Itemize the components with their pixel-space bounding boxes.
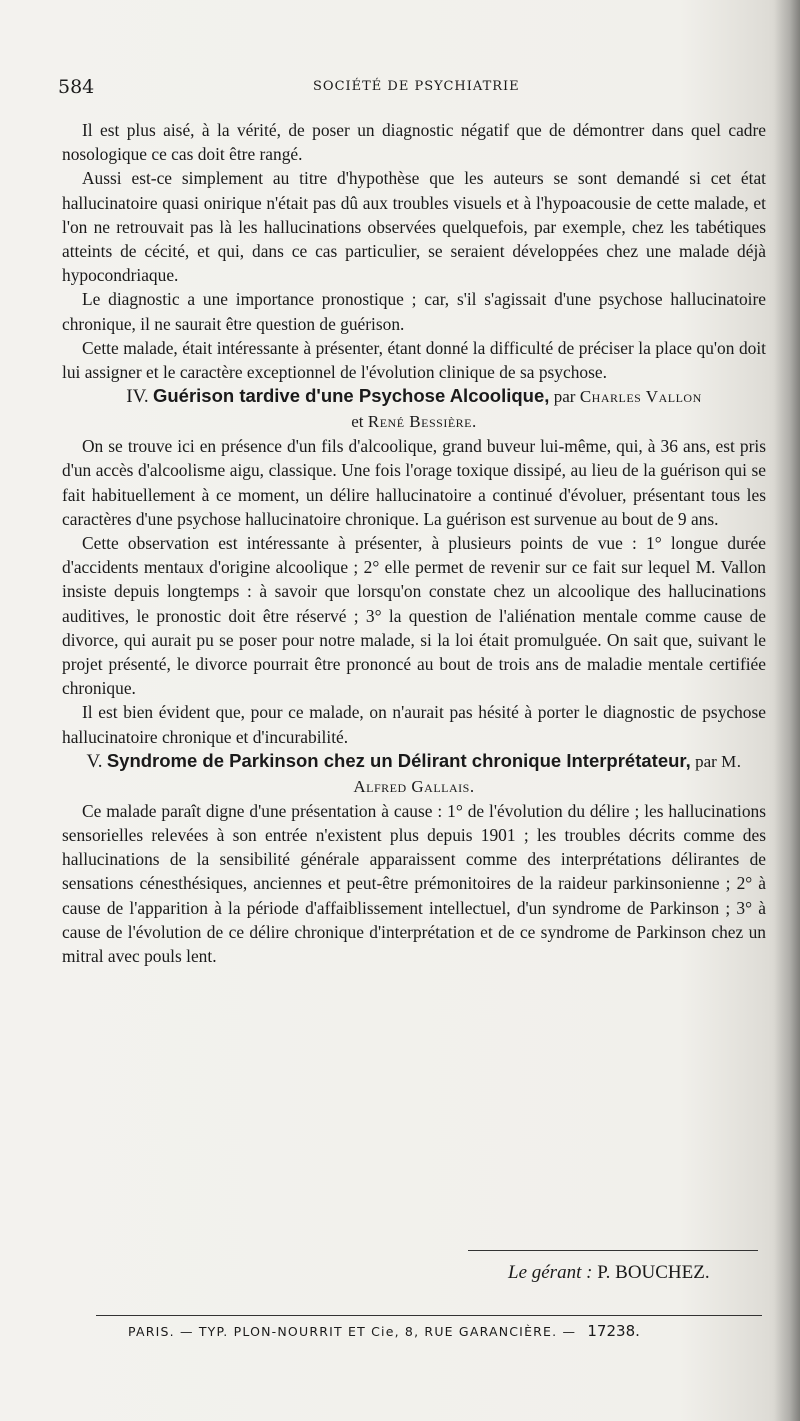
- printer-imprint: [128, 1322, 640, 1340]
- signature: [508, 1262, 710, 1284]
- section-iv-author-1: Charles Vallon: [579, 387, 702, 407]
- book-gutter-shadow: [774, 0, 800, 1421]
- running-head: [58, 76, 758, 98]
- section-v-by: par: [695, 751, 717, 771]
- section-v-paragraph: Ce malade paraît digne d'une présentation à cause : 1° de l'évolution du délire ; les hallucinations sensorielles relevées à son entrée n'existent plus depuis 1901 ; les troubles décrits comme des hallucinations de la sensibilité générale apparaissent comme des interprétations délirantes de sensations cénesthésiques, anciennes et peut-être prémonitoires de la raideur parkinsonienne ; 2° à cause de l'apparition à la période d'affaiblissement intellectuel, d'un syndrome de Parkinson ; 3° à cause de l'évolution de ce délire chronique d'interprétation et de ce syndrome de Parkinson chez un mitral avec pouls lent.: [62, 800, 766, 967]
- section-iv-author-2: René Bessière.: [367, 412, 477, 432]
- signature-name: P. BOUCHEZ.: [597, 1262, 710, 1283]
- intro-paragraph: Il est plus aisé, à la vérité, de poser un diagnostic négatif que de démontrer dans quel cadre nosologique ce cas doit être rangé.: [62, 120, 766, 165]
- signature-rule-bottom: [96, 1315, 762, 1316]
- printer-number: 17238.: [587, 1322, 640, 1340]
- section-iv-paragraph: Cette observation est intéressante à présenter, à plusieurs points de vue : 1° longue durée d'accidents mentaux d'origine alcoolique ; 2° elle permet de revenir sur ce fait sur lequel M. Vallon insiste depuis longtemps : à savoir que lorsqu'on constate chez un alcoolique des hallucinations auditives, le pronostic doit être réservé ; 3° la question de l'aliénation mentale comme cause de divorce, qui aurait pu se poser pour notre malade, si la loi était promulguée. On sait que, suivant le projet présenté, le divorce pourrait être prononcé au bout de trois ans de maladie mentale certifiée chronique.: [62, 533, 766, 699]
- section-v-title: Syndrome de Parkinson chez un Délirant chronique Interprétateur,: [106, 749, 691, 771]
- intro-paragraph: Cette malade, était intéressante à présenter, étant donné la difficulté de préciser la place qu'on doit lui assigner et le caractère exceptionnel de l'évolution clinique de sa psychose.: [62, 337, 766, 383]
- intro-paragraph: Le diagnostic a une importance pronostique ; car, s'il s'agissait d'une psychose hallucinatoire chronique, il ne saurait être question de guérison.: [62, 289, 766, 334]
- journal-title: SOCIÉTÉ DE PSYCHIATRIE: [313, 79, 520, 94]
- page-number: 584: [58, 76, 95, 98]
- section-iv-paragraph: On se trouve ici en présence d'un fils d'alcoolique, grand buveur lui-même, qui, à 36 ans, est pris d'un accès d'alcoolisme aigu, classique. Une fois l'orage toxique dissipé, au lieu de la guérison qui se fait habituellement à ce moment, un délire hallucinatoire a continué d'évoluer, présentant tous les caractères d'une psychose hallucinatoire chronique. La guérison est survenue au bout de 9 ans.: [62, 436, 766, 529]
- section-v-author: M. Alfred Gallais.: [353, 751, 742, 796]
- section-iv-and: et: [351, 412, 364, 432]
- section-v-numeral: V.: [86, 750, 103, 772]
- page-body: [62, 118, 766, 968]
- signature-rule-top: [468, 1250, 758, 1251]
- intro-paragraph: Aussi est-ce simplement au titre d'hypothèse que les auteurs se sont demandé si cet état hallucinatoire quasi onirique n'était pas dû aux troubles visuels et à l'hypoacousie de cette malade, et l'on ne retrouvait pas là les hallucinations observées quelquefois, par exemple, chez les tabétiques atteints de cécité, et qui, dans ce cas particulier, se seraient développées chez une malade déjà hypocondriaque.: [62, 168, 766, 286]
- section-iv-heading: [62, 384, 766, 434]
- signature-label: Le gérant :: [508, 1262, 593, 1283]
- section-v-heading: [62, 749, 766, 799]
- section-iv-numeral: IV.: [126, 386, 149, 408]
- section-iv-title: Guérison tardive d'une Psychose Alcoolique,: [152, 385, 550, 407]
- section-iv-by: par: [553, 387, 576, 407]
- section-iv-paragraph: Il est bien évident que, pour ce malade, on n'aurait pas hésité à porter le diagnostic de psychose hallucinatoire chronique et d'incurabilité.: [62, 702, 766, 747]
- imprint-text: PARIS. — TYP. PLON-NOURRIT ET Cie, 8, RUE GARANCIÈRE. —: [128, 1324, 577, 1339]
